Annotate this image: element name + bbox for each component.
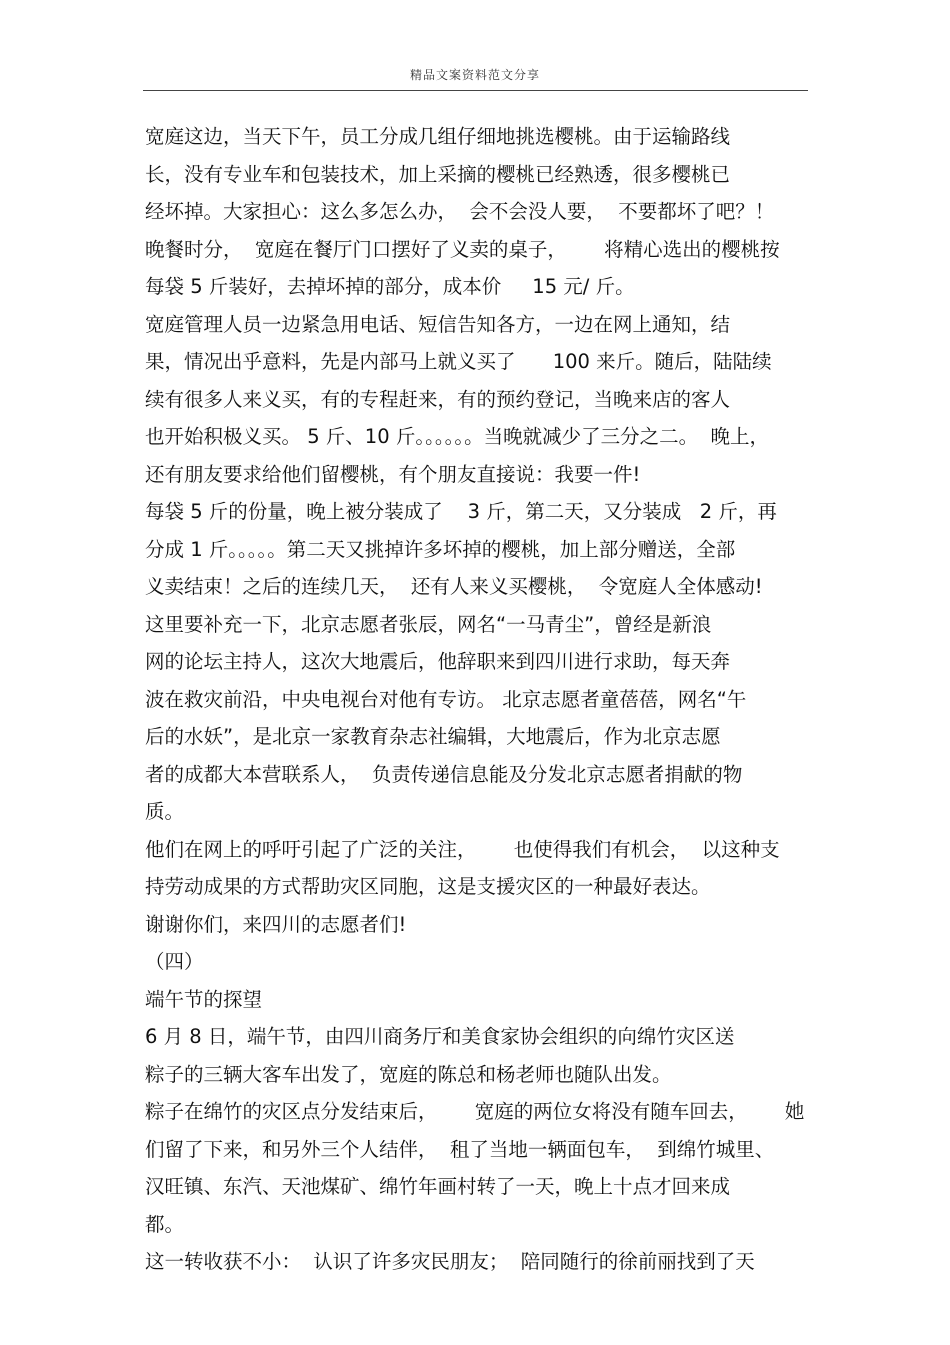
page-header: 精品文案资料范文分享: [409, 68, 540, 82]
text-line: 们留了下来，和另外三个人结伴， 租了当地一辆面包车， 到绵竹城里、: [145, 1137, 775, 1161]
text-line: 谢谢你们，来四川的志愿者们!: [145, 912, 407, 936]
text-line: 经坏掉。大家担心：这么多怎么办， 会不会没人要， 不要都坏了吧？！: [145, 200, 775, 223]
text-line: 还有朋友要求给他们留樱桃，有个朋友直接说：我要一件!: [145, 462, 641, 486]
text-line: 波在救灾前沿，中央电视台对他有专访。 北京志愿者童蓓蓓，网名“午: [145, 687, 747, 711]
text-line: 长，没有专业车和包装技术，加上采摘的樱桃已经熟透，很多樱桃已: [145, 162, 731, 186]
text-line: 每袋 5 斤的份量，晚上被分装成了 3 斤，第二天，又分装成 2 斤，再: [145, 500, 777, 523]
text-line: 后的水妖”，是北京一家教育杂志社编辑，大地震后，作为北京志愿: [145, 725, 721, 748]
text-line: 果，情况出乎意料，先是内部马上就义买了 100 来斤。随后，陆陆续: [145, 350, 772, 373]
text-line: 6 月 8 日，端午节，由四川商务厅和美食家协会组织的向绵竹灾区送: [145, 1025, 735, 1048]
text-line: 这一转收获不小： 认识了许多灾民朋友； 陪同随行的徐前丽找到了天: [145, 1250, 755, 1273]
text-line: 也开始积极义买。 5 斤、10 斤。。。。。。当晚就减少了三分之二。 晚上，: [145, 425, 769, 448]
text-line: 者的成都大本营联系人， 负责传递信息能及分发北京志愿者捐献的物: [145, 762, 743, 786]
text-line: 这里要补充一下，北京志愿者张辰，网名“一马青尘”，曾经是新浪: [145, 612, 712, 636]
text-line: 义卖结束！之后的连续几天， 还有人来义买樱桃， 令宽庭人全体感动!: [145, 575, 763, 598]
text-line: 续有很多人来义买，有的专程赶来，有的预约登记，当晚来店的客人: [145, 387, 731, 411]
text-line: 质。: [145, 800, 185, 823]
text-line: 粽子的三辆大客车出发了，宽庭的陈总和杨老师也随队出发。: [145, 1062, 672, 1086]
text-line: 宽庭管理人员一边紧急用电话、短信告知各方，一边在网上通知，结: [145, 312, 731, 336]
text-line: 宽庭这边，当天下午，员工分成几组仔细地挑选樱桃。由于运输路线: [145, 125, 731, 148]
text-line: 网的论坛主持人，这次大地震后，他辞职来到四川进行求助，每天奔: [145, 650, 731, 673]
section-number: （四）: [145, 950, 204, 973]
header-divider: [143, 90, 808, 91]
text-line: 每袋 5 斤装好，去掉坏掉的部分，成本价 15 元/ 斤。: [145, 275, 635, 298]
text-line: 持劳动成果的方式帮助灾区同胞，这是支援灾区的一种最好表达。: [145, 875, 711, 898]
text-line: 晚餐时分， 宽庭在餐厅门口摆好了义卖的桌子， 将精心选出的樱桃按: [145, 237, 780, 261]
text-line: 都。: [145, 1212, 185, 1236]
section-title: 端午节的探望: [145, 987, 263, 1011]
text-line: 分成 1 斤。。。。。第二天又挑掉许多坏掉的樱桃，加上部分赠送，全部: [145, 537, 736, 561]
text-line: 汉旺镇、东汽、天池煤矿、绵竹年画村转了一天，晚上十点才回来成: [145, 1175, 731, 1198]
document-body: [145, 118, 815, 1281]
text-line: 他们在网上的呼吁引起了广泛的关注， 也使得我们有机会， 以这种支: [145, 837, 780, 861]
text-line: 粽子在绵竹的灾区点分发结束后， 宽庭的两位女将没有随车回去， 她: [145, 1100, 805, 1123]
